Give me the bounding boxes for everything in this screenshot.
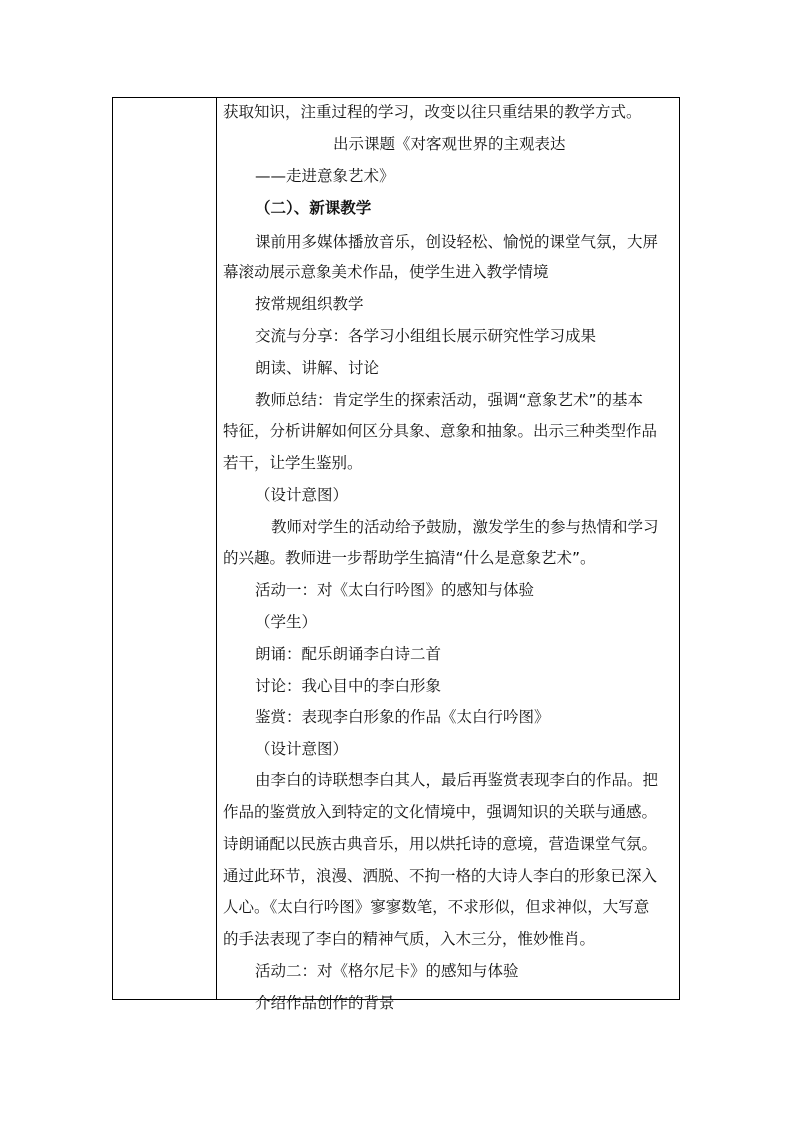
text-line: 人心。《太白行吟图》寥寥数笔，不求形似，但求神似，大写意 (223, 898, 650, 916)
text-line: 获取知识，注重过程的学习，改变以往只重结果的教学方式。 (223, 103, 642, 121)
text-line: 若干，让学生鉴别。 (223, 454, 363, 472)
table-left-column (113, 98, 217, 999)
text-line: （设计意图） (255, 486, 349, 504)
text-line: 交流与分享：各学习小组组长展示研究性学习成果 (255, 327, 597, 345)
text-line: 教师总结：肯定学生的探索活动，强调“意象艺术”的基本 (255, 391, 644, 409)
text-line: （设计意图） (255, 740, 349, 758)
text-line: 活动二：对《格尔尼卡》的感知与体验 (255, 962, 519, 980)
text-line: 鉴赏：表现李白形象的作品《太白行吟图》 (255, 708, 550, 726)
document-table (112, 97, 680, 1012)
section-heading: （二）、新课教学 (255, 199, 372, 217)
text-line: 由李白的诗联想李白其人，最后再鉴赏表现李白的作品。把 (255, 771, 659, 789)
text-line: （学生） (255, 613, 318, 631)
text-line: 的兴趣。教师进一步帮助学生搞清“什么是意象艺术”。 (223, 549, 596, 567)
text-line: 教师对学生的活动给予鼓励，激发学生的参与热情和学习 (271, 518, 659, 536)
text-line: 作品的鉴赏放入到特定的文化情境中，强调知识的关联与通感。 (223, 803, 658, 821)
text-line: 按常规组织教学 (255, 295, 364, 313)
text-line: 出示课题《对客观世界的主观表达 (333, 135, 566, 153)
text-line: 特征，分析讲解如何区分具象、意象和抽象。出示三种类型作品 (223, 422, 658, 440)
text-line: 的手法表现了李白的精神气质，入木三分，惟妙惟肖。 (223, 930, 596, 948)
text-line: 朗读、讲解、讨论 (255, 359, 380, 377)
text-line: 幕滚动展示意象美术作品，使学生进入教学情境 (223, 263, 549, 281)
text-line: ——走进意象艺术》 (255, 167, 395, 185)
text-line: 讨论：我心目中的李白形象 (255, 677, 442, 695)
text-line: 介绍作品创作的背景 (255, 994, 395, 1012)
text-line: 活动一：对《太白行吟图》的感知与体验 (255, 581, 535, 599)
text-line: 诗朗诵配以民族古典音乐，用以烘托诗的意境，营造课堂气氛。 (223, 835, 658, 853)
text-line: 朗诵：配乐朗诵李白诗二首 (255, 645, 442, 663)
text-line: 课前用多媒体播放音乐，创设轻松、愉悦的课堂气氛，大屏 (255, 233, 659, 251)
table-content-cell (223, 98, 677, 1012)
text-line: 通过此环节，浪漫、洒脱、不拘一格的大诗人李白的形象已深入 (223, 867, 658, 885)
